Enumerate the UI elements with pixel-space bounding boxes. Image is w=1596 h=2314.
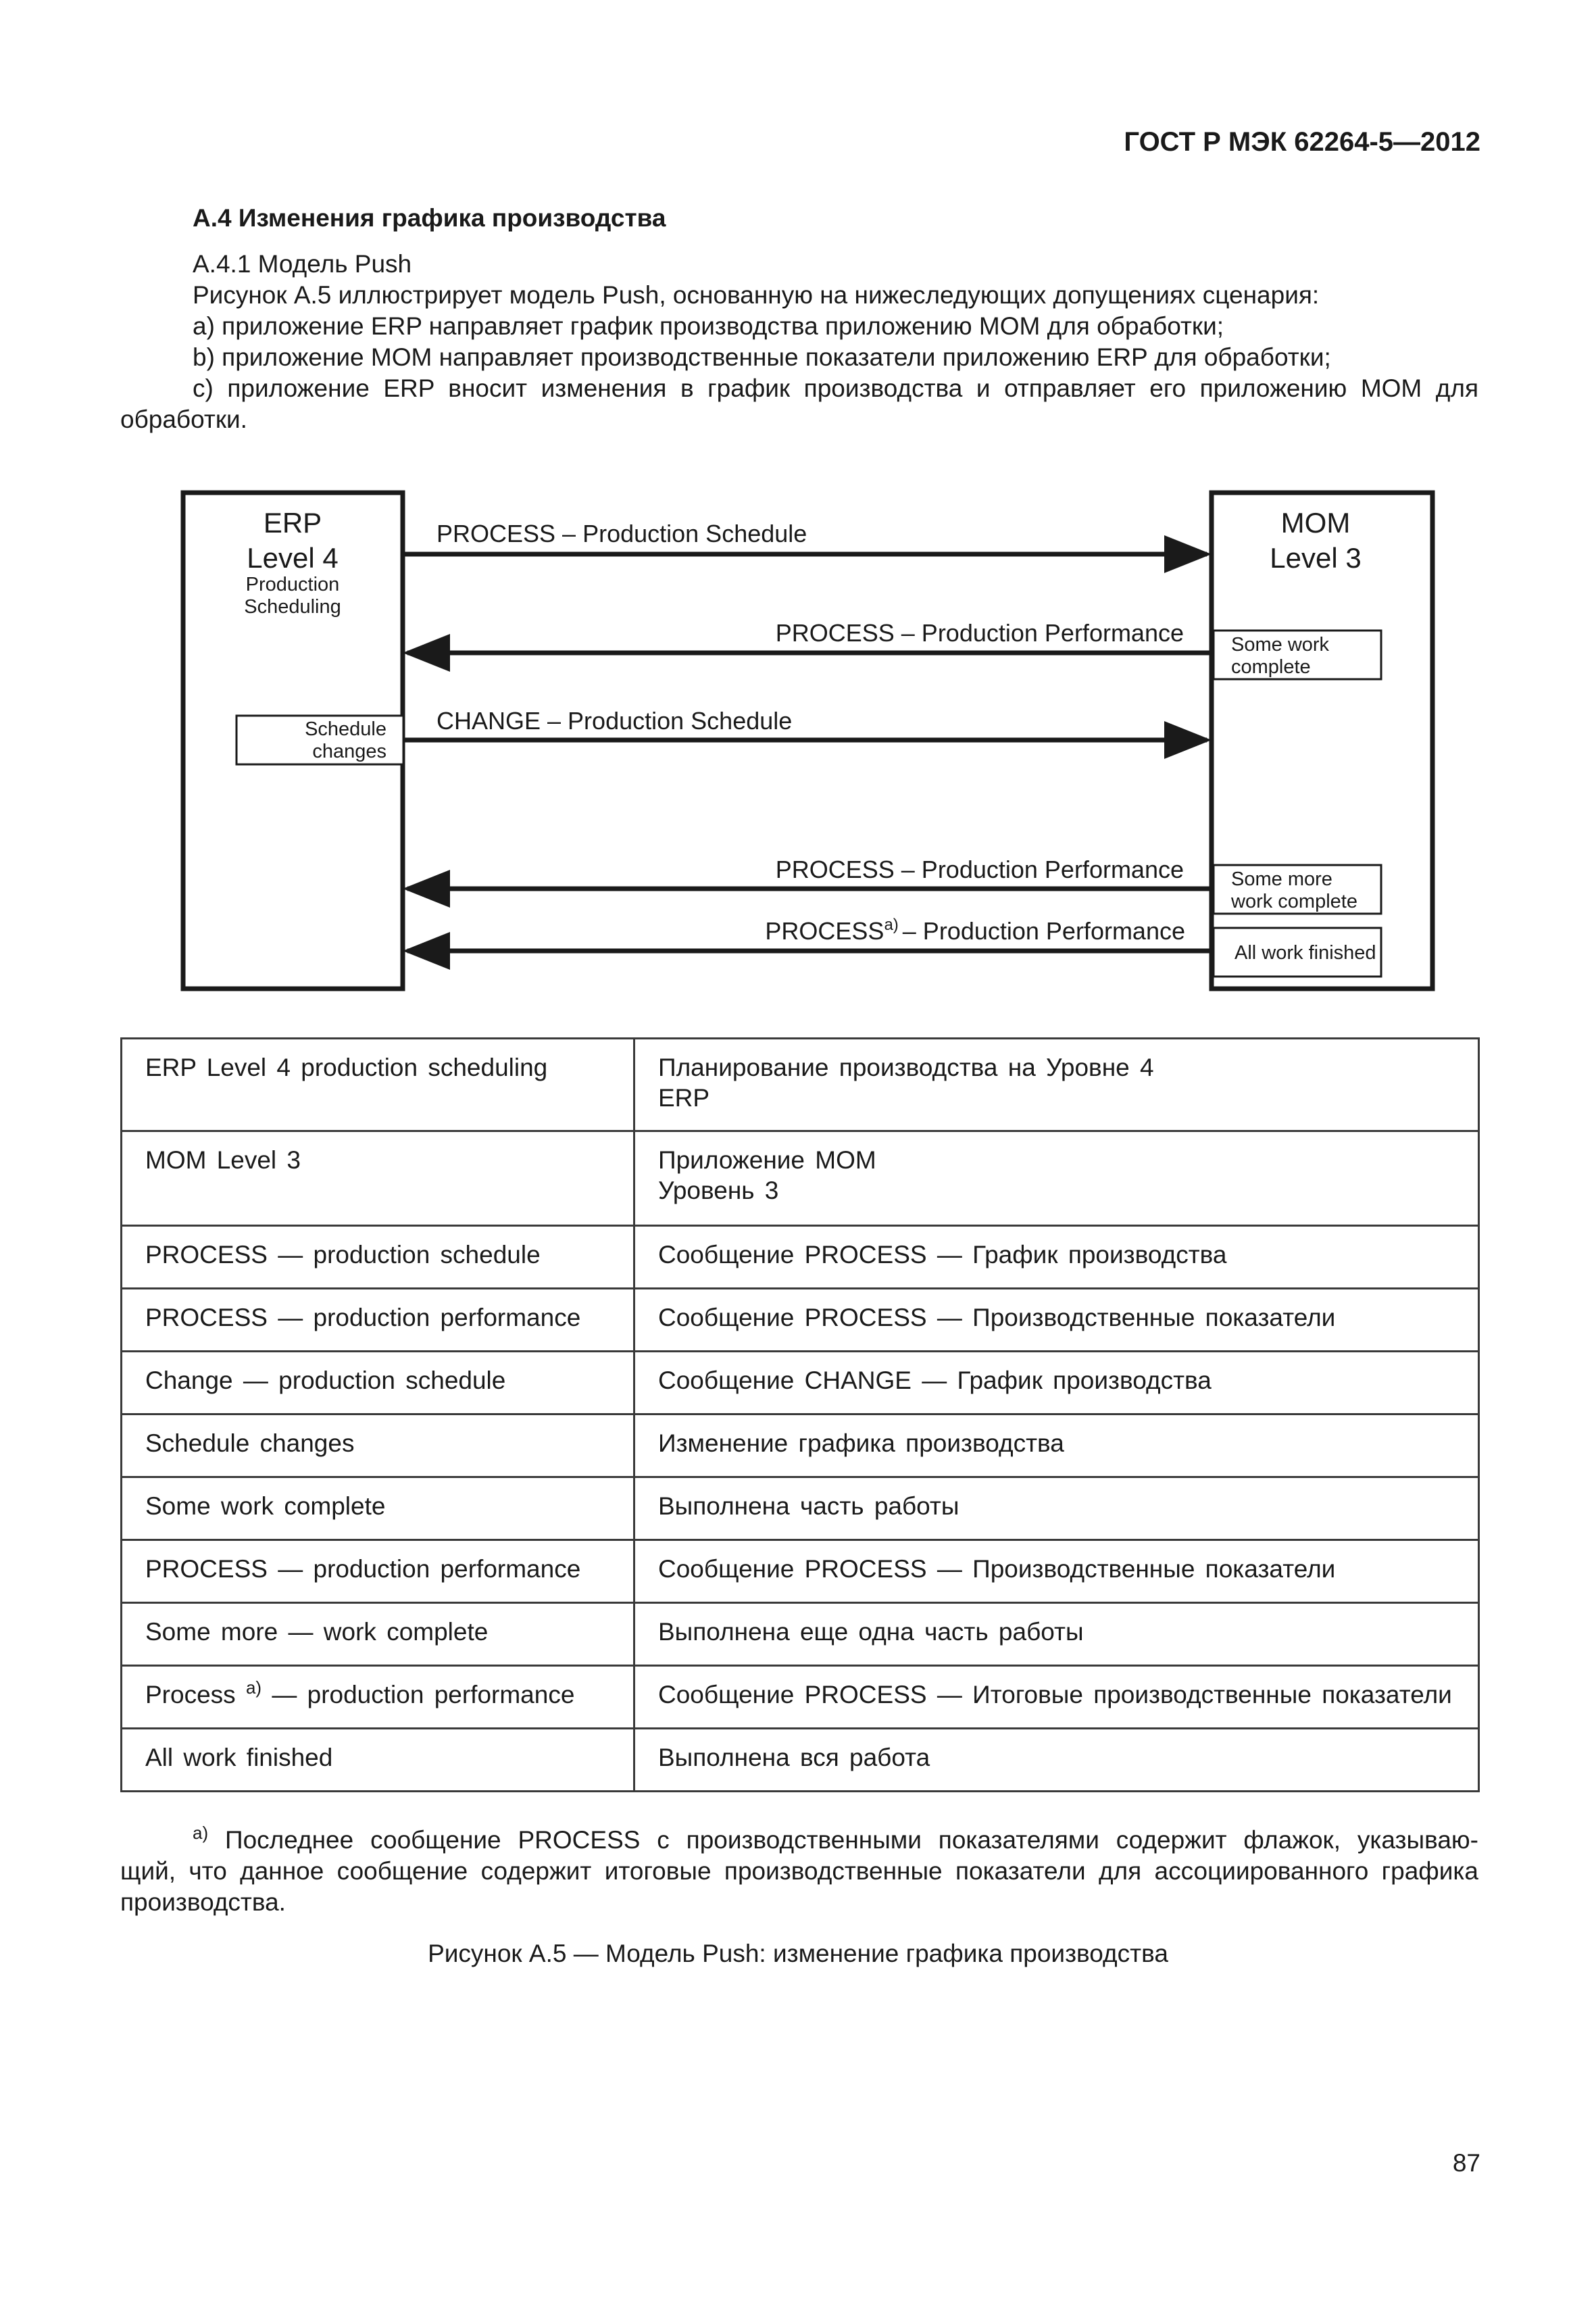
table-row bbox=[122, 1729, 1479, 1792]
term-ru: Сообщение PROCESS — График производства bbox=[634, 1226, 1479, 1289]
sequence-diagram bbox=[0, 0, 1596, 1027]
table-row bbox=[122, 1603, 1479, 1666]
some-work-label: Some work bbox=[1231, 634, 1330, 656]
footnote-marker: a) bbox=[245, 1677, 262, 1698]
term-ru bbox=[634, 1131, 1479, 1226]
term-en-part: Process bbox=[145, 1681, 246, 1708]
table-row bbox=[122, 1477, 1479, 1540]
some-work-label: complete bbox=[1231, 656, 1311, 678]
table-row bbox=[122, 1289, 1479, 1352]
term-ru-line: Приложение МОМ bbox=[658, 1146, 876, 1174]
term-ru: Выполнена еще одна часть работы bbox=[634, 1603, 1479, 1666]
list-item-a: а) приложение ERP направляет график производства приложению МОМ для обработки; bbox=[193, 312, 1224, 340]
term-en-part: — production performance bbox=[261, 1681, 575, 1708]
term-ru: Сообщение PROCESS — Производственные показатели bbox=[634, 1289, 1479, 1352]
mom-level: Level 3 bbox=[1270, 542, 1362, 574]
message-label: CHANGE – Production Schedule bbox=[437, 707, 793, 735]
footnote-marker: a) bbox=[884, 916, 899, 934]
footnote-marker: а) bbox=[193, 1823, 209, 1843]
table-row bbox=[122, 1414, 1479, 1477]
subsection-title: А.4.1 Модель Push bbox=[193, 250, 412, 278]
footnote-text: Последнее сообщение PROCESS с производственными показателями содержит флажок, указываю- bbox=[225, 1826, 1478, 1854]
term-ru bbox=[634, 1039, 1479, 1131]
erp-subtitle: Scheduling bbox=[244, 596, 341, 618]
schedule-changes-label: changes bbox=[312, 741, 386, 762]
list-item-b: b) приложение МОМ направляет производственные показатели приложению ERP для обработки; bbox=[193, 343, 1331, 371]
table-row bbox=[122, 1352, 1479, 1414]
footnote bbox=[120, 1825, 1478, 1856]
term-en: MOM Level 3 bbox=[122, 1131, 634, 1226]
term-en: Schedule changes bbox=[122, 1414, 634, 1477]
erp-subtitle: Production bbox=[245, 574, 340, 595]
some-more-work-label: Some more bbox=[1231, 868, 1332, 890]
term-ru: Сообщение PROCESS — Итоговые производственные показатели bbox=[634, 1666, 1479, 1729]
message-label: PROCESS – Production Schedule bbox=[437, 520, 807, 547]
table-row bbox=[122, 1540, 1479, 1603]
list-item-c: с) приложение ERP вносит изменения в график производства и отправляет его приложению МОМ для bbox=[193, 374, 1478, 402]
term-ru: Сообщение PROCESS — Производственные показатели bbox=[634, 1540, 1479, 1603]
term-en: Some work complete bbox=[122, 1477, 634, 1540]
term-en: All work finished bbox=[122, 1729, 634, 1792]
term-en: PROCESS — production performance bbox=[122, 1540, 634, 1603]
footnote-line: щий, что данное сообщение содержит итоговые производственные показатели для ассоциированного графика bbox=[120, 1857, 1478, 1885]
term-en: ERP Level 4 production scheduling bbox=[122, 1039, 634, 1131]
page-number: 87 bbox=[1452, 2149, 1480, 2177]
message-label-part: – Production Performance bbox=[902, 917, 1185, 945]
table-row bbox=[122, 1666, 1479, 1729]
message-label bbox=[765, 916, 1185, 945]
list-item-c-continued: обработки. bbox=[120, 405, 247, 433]
term-en: Some more — work complete bbox=[122, 1603, 634, 1666]
table-row bbox=[122, 1226, 1479, 1289]
term-ru: Выполнена часть работы bbox=[634, 1477, 1479, 1540]
message-label-part: PROCESS bbox=[765, 917, 884, 945]
term-ru-line: ERP bbox=[658, 1084, 710, 1112]
term-en: PROCESS — production performance bbox=[122, 1289, 634, 1352]
term-en bbox=[122, 1666, 634, 1729]
message-label: PROCESS – Production Performance bbox=[775, 856, 1184, 883]
terms-table bbox=[120, 1037, 1480, 1792]
term-ru-line: Уровень 3 bbox=[658, 1177, 779, 1204]
all-work-finished-label: All work finished bbox=[1235, 942, 1376, 964]
table-row bbox=[122, 1039, 1479, 1131]
term-ru: Сообщение CHANGE — График производства bbox=[634, 1352, 1479, 1414]
term-en: PROCESS — production schedule bbox=[122, 1226, 634, 1289]
figure-caption: Рисунок А.5 — Модель Push: изменение графика производства bbox=[428, 1940, 1168, 1967]
term-ru: Изменение графика производства bbox=[634, 1414, 1479, 1477]
intro-line: Рисунок А.5 иллюстрирует модель Push, основанную на нижеследующих допущениях сценария: bbox=[193, 281, 1320, 309]
footnote-line: производства. bbox=[120, 1888, 286, 1916]
mom-title: MOM bbox=[1280, 507, 1351, 539]
erp-title: ERP bbox=[263, 507, 322, 539]
term-en: Change — production schedule bbox=[122, 1352, 634, 1414]
document-id: ГОСТ Р МЭК 62264-5—2012 bbox=[1124, 127, 1480, 157]
message-label: PROCESS – Production Performance bbox=[775, 619, 1184, 647]
schedule-changes-label: Schedule bbox=[305, 718, 386, 740]
section-title: А.4 Изменения графика производства bbox=[193, 204, 666, 232]
table-row bbox=[122, 1131, 1479, 1226]
some-more-work-label: work complete bbox=[1231, 891, 1357, 912]
term-ru-line: Планирование производства на Уровне 4 bbox=[658, 1054, 1154, 1081]
erp-level: Level 4 bbox=[247, 542, 339, 574]
term-ru: Выполнена вся работа bbox=[634, 1729, 1479, 1792]
